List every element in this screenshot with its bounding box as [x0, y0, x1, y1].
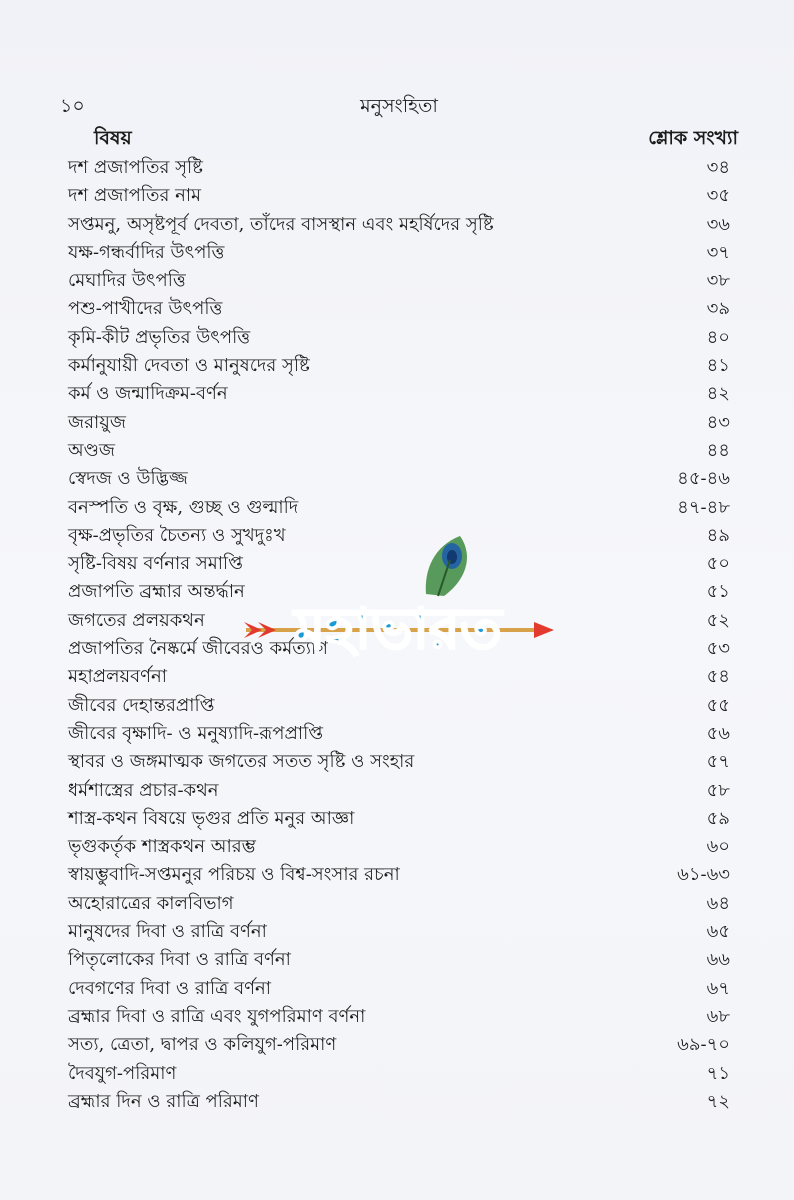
- toc-verse-number: ৬৫: [706, 921, 730, 943]
- toc-row: [60, 239, 738, 267]
- toc-topic: ব্রহ্মার দিবা ও রাত্রি এবং যুগপরিমাণ বর্ণনা: [68, 1005, 366, 1027]
- toc-topic: ব্রহ্মার দিন ও রাত্রি পরিমাণ: [68, 1090, 259, 1112]
- toc-verse-number: ৫২: [706, 609, 730, 631]
- toc-topic: স্বেদজ ও উদ্ভিজ্জ: [68, 468, 188, 490]
- toc-verse-number: ৩৯: [706, 298, 730, 320]
- toc-verse-number: ৩৮: [706, 270, 730, 292]
- toc-topic: স্বায়ম্ভুবাদি-সপ্তমনুর পরিচয় ও বিশ্ব-সংসার রচনা: [68, 864, 400, 886]
- toc-row: [60, 663, 738, 691]
- topic-column-header: বিষয়: [94, 127, 132, 149]
- toc-topic: সপ্তমনু, অসৃষ্টপূর্ব দেবতা, তাঁদের বাসস্থান এবং মহর্ষিদের সৃষ্টি: [68, 213, 494, 235]
- toc-topic: মহাপ্রলয়বর্ণনা: [68, 666, 167, 688]
- toc-row: [60, 1060, 738, 1088]
- toc-verse-number: ৬৯-৭০: [677, 1034, 730, 1056]
- toc-verse-number: ৬৮: [706, 1005, 730, 1027]
- toc-verse-number: ৫৪: [706, 666, 730, 688]
- toc-topic: বৃক্ষ-প্রভৃতির চৈতন্য ও সুখদুঃখ: [68, 524, 286, 546]
- toc-row: [60, 324, 738, 352]
- toc-row: [60, 409, 738, 437]
- toc-topic: মানুষদের দিবা ও রাত্রি বর্ণনা: [68, 921, 267, 943]
- toc-row: [60, 861, 738, 889]
- toc-topic: কর্মানুযায়ী দেবতা ও মানুষদের সৃষ্টি: [68, 355, 310, 377]
- toc-row: [60, 380, 738, 408]
- verse-count-column-header: শ্লোক সংখ্যা: [648, 127, 738, 149]
- toc-verse-number: ৩৪: [706, 157, 730, 178]
- toc-topic: স্থাবর ও জঙ্গমাত্মক জগতের সতত সৃষ্টি ও সংহার: [68, 751, 415, 773]
- watermark-text: মহাভারত: [294, 597, 502, 662]
- toc-verse-number: ৫৫: [706, 694, 730, 716]
- toc-row: [60, 777, 738, 805]
- column-headers: [60, 124, 738, 154]
- toc-topic: জগতের প্রলয়কথন: [68, 609, 205, 631]
- toc-row: [60, 1003, 738, 1031]
- toc-topic: ধর্মশাস্ত্রের প্রচার-কথন: [68, 779, 219, 801]
- toc-verse-number: ৫৬: [706, 722, 730, 744]
- toc-topic: দেবগণের দিবা ও রাত্রি বর্ণনা: [68, 977, 271, 999]
- toc-row: [60, 692, 738, 720]
- toc-topic: যক্ষ-গন্ধর্বাদির উৎপত্তি: [68, 241, 225, 263]
- toc-row: [60, 550, 738, 578]
- page-number: ১০: [60, 95, 85, 117]
- toc-row: [60, 352, 738, 380]
- toc-verse-number: ৫৩: [706, 638, 730, 660]
- toc-topic: পশু-পাখীদের উৎপত্তি: [68, 298, 223, 320]
- toc-topic: অহোরাত্রের কালবিভাগ: [68, 892, 234, 914]
- toc-topic: প্রজাপতির নৈষ্কর্মে জীবেরও কর্মত্যাগ: [68, 638, 328, 660]
- toc-verse-number: ৪২: [706, 383, 730, 405]
- toc-topic: সৃষ্টি-বিষয় বর্ণনার সমাপ্তি: [68, 553, 243, 575]
- toc-verse-number: ৪৫-৪৬: [677, 468, 730, 490]
- toc-topic: দশ প্রজাপতির নাম: [68, 185, 202, 207]
- toc-row: [60, 1088, 738, 1116]
- toc-topic: কর্ম ও জন্মাদিক্রম-বর্ণন: [68, 383, 228, 405]
- toc-row: [60, 748, 738, 776]
- toc-topic: জীবের দেহান্তরপ্রাপ্তি: [68, 694, 215, 716]
- toc-verse-number: ৬৭: [706, 977, 730, 999]
- toc-row: [60, 465, 738, 493]
- toc-verse-number: ৫৮: [706, 779, 730, 801]
- toc-verse-number: ৪১: [706, 355, 730, 377]
- toc-verse-number: ৬৪: [706, 892, 730, 914]
- table-of-contents: [60, 154, 738, 1116]
- toc-row: [60, 720, 738, 748]
- toc-topic: পিতৃলোকের দিবা ও রাত্রি বর্ণনা: [68, 949, 291, 971]
- toc-verse-number: ৭১: [706, 1062, 730, 1084]
- toc-topic: শাস্ত্র-কথন বিষয়ে ভৃগুর প্রতি মনুর আজ্ঞা: [68, 807, 355, 829]
- toc-verse-number: ৩৭: [706, 241, 730, 263]
- toc-verse-number: ৪৪: [706, 439, 730, 461]
- toc-verse-number: ৬০: [706, 836, 730, 858]
- toc-row: [60, 578, 738, 606]
- toc-topic: বনস্পতি ও বৃক্ষ, গুচ্ছ ও গুল্মাদি: [68, 496, 299, 518]
- toc-verse-number: ৩৬: [706, 213, 730, 235]
- toc-verse-number: ৪৭-৪৮: [677, 496, 730, 518]
- toc-topic: সত্য, ত্রেতা, দ্বাপর ও কলিযুগ-পরিমাণ: [68, 1034, 337, 1056]
- toc-row: [60, 833, 738, 861]
- toc-topic: দশ প্রজাপতির সৃষ্টি: [68, 157, 203, 178]
- toc-verse-number: ৩৫: [706, 185, 730, 207]
- toc-verse-number: ৫০: [706, 553, 730, 575]
- toc-row: [60, 946, 738, 974]
- toc-verse-number: ৬৬: [706, 949, 730, 971]
- toc-row: [60, 182, 738, 210]
- toc-row: [60, 635, 738, 663]
- toc-verse-number: ৬১-৬৩: [677, 864, 730, 886]
- toc-row: [60, 522, 738, 550]
- toc-topic: ভৃগুকর্তৃক শাস্ত্রকথন আরম্ভ: [68, 836, 256, 858]
- toc-verse-number: ৫৭: [706, 751, 730, 773]
- toc-verse-number: ৫৯: [706, 807, 730, 829]
- toc-topic: অণ্ডজ: [68, 439, 115, 461]
- toc-verse-number: ৫১: [706, 581, 730, 603]
- toc-row: [60, 211, 738, 239]
- toc-verse-number: ৪৯: [706, 524, 730, 546]
- toc-topic: দৈবযুগ-পরিমাণ: [68, 1062, 177, 1084]
- book-title: মনুসংহিতা: [360, 95, 438, 117]
- toc-topic: কৃমি-কীট প্রভৃতির উৎপত্তি: [68, 326, 251, 348]
- toc-topic: প্রজাপতি ব্রহ্মার অন্তর্দ্ধান: [68, 581, 245, 603]
- toc-row: [60, 437, 738, 465]
- toc-topic: মেঘাদির উৎপত্তি: [68, 270, 186, 292]
- toc-verse-number: ৪৩: [706, 411, 730, 433]
- toc-row: [60, 494, 738, 522]
- toc-row: [60, 295, 738, 323]
- toc-row: [60, 154, 738, 182]
- toc-verse-number: ৪০: [706, 326, 730, 348]
- toc-row: [60, 918, 738, 946]
- toc-row: [60, 805, 738, 833]
- running-header: [60, 92, 738, 120]
- toc-row: [60, 267, 738, 295]
- toc-row: [60, 1031, 738, 1059]
- toc-row: [60, 975, 738, 1003]
- toc-topic: জীবের বৃক্ষাদি- ও মনুষ্যাদি-রূপপ্রাপ্তি: [68, 722, 324, 744]
- toc-row: [60, 607, 738, 635]
- toc-row: [60, 890, 738, 918]
- toc-topic: জরায়ুজ: [68, 411, 126, 433]
- toc-verse-number: ৭২: [706, 1090, 730, 1112]
